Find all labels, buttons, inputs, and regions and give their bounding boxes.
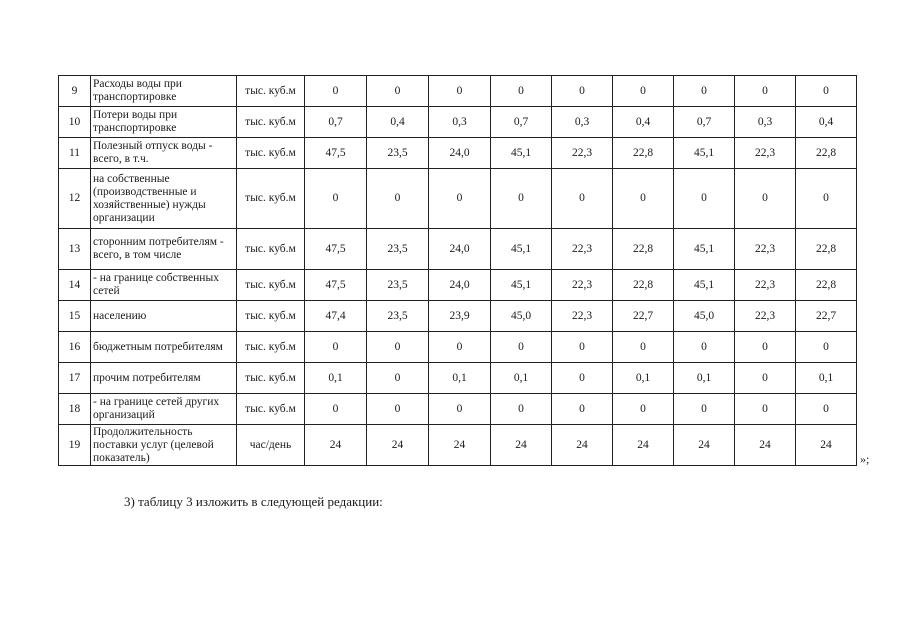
value-cell: 45,1 [491, 270, 552, 301]
value-cell: 0 [552, 363, 613, 394]
value-cell: 0,1 [491, 363, 552, 394]
value-cell: 0,1 [613, 363, 674, 394]
value-cell: 23,5 [367, 138, 429, 169]
value-cell: 0 [305, 332, 367, 363]
value-cell: 45,1 [491, 138, 552, 169]
value-cell: 47,5 [305, 229, 367, 270]
value-cell: 0 [735, 76, 796, 107]
value-cell: 22,7 [613, 301, 674, 332]
value-cell: 22,3 [735, 229, 796, 270]
value-cell: 22,3 [735, 301, 796, 332]
row-number: 11 [59, 138, 91, 169]
value-cell: 0 [796, 169, 857, 229]
row-indicator-name: - на границе сетей других организаций [91, 394, 237, 425]
value-cell: 0 [429, 394, 491, 425]
value-cell: 0,7 [674, 107, 735, 138]
instruction-text: 3) таблицу 3 изложить в следующей редакции: [124, 494, 383, 509]
value-cell: 0,1 [429, 363, 491, 394]
row-unit: тыс. куб.м [237, 394, 305, 425]
value-cell: 47,4 [305, 301, 367, 332]
value-cell: 45,1 [491, 229, 552, 270]
value-cell: 22,8 [613, 138, 674, 169]
value-cell: 45,1 [674, 138, 735, 169]
row-indicator-name: Расходы воды при транспортировке [91, 76, 237, 107]
row-indicator-name: Продолжительность поставки услуг (целевой показатель) [91, 425, 237, 466]
row-number: 18 [59, 394, 91, 425]
value-cell: 22,8 [796, 138, 857, 169]
row-indicator-name: бюджетным потребителям [91, 332, 237, 363]
value-cell: 23,5 [367, 301, 429, 332]
value-cell: 22,7 [796, 301, 857, 332]
row-indicator-name: сторонним потребителям - всего, в том числе [91, 229, 237, 270]
value-cell: 45,1 [674, 229, 735, 270]
value-cell: 0,4 [796, 107, 857, 138]
value-cell: 24 [552, 425, 613, 466]
value-cell: 24 [796, 425, 857, 466]
value-cell: 24 [491, 425, 552, 466]
value-cell: 0,3 [735, 107, 796, 138]
value-cell: 0 [796, 76, 857, 107]
row-unit: тыс. куб.м [237, 363, 305, 394]
row-indicator-name: Потери воды при транспортировке [91, 107, 237, 138]
table-row [59, 363, 857, 394]
row-unit: тыс. куб.м [237, 301, 305, 332]
value-cell: 0 [735, 363, 796, 394]
row-unit: тыс. куб.м [237, 107, 305, 138]
value-cell: 0 [305, 169, 367, 229]
row-number: 10 [59, 107, 91, 138]
value-cell: 0 [735, 332, 796, 363]
table-row [59, 76, 857, 107]
value-cell: 45,0 [674, 301, 735, 332]
value-cell: 22,3 [552, 229, 613, 270]
value-cell: 0 [552, 169, 613, 229]
row-unit: тыс. куб.м [237, 76, 305, 107]
value-cell: 0 [613, 76, 674, 107]
value-cell: 0 [552, 76, 613, 107]
value-cell: 0 [367, 332, 429, 363]
row-unit: тыс. куб.м [237, 138, 305, 169]
row-unit: тыс. куб.м [237, 229, 305, 270]
value-cell: 0 [305, 76, 367, 107]
row-number: 19 [59, 425, 91, 466]
row-unit: тыс. куб.м [237, 270, 305, 301]
value-cell: 0,4 [613, 107, 674, 138]
row-indicator-name: - на границе собственных сетей [91, 270, 237, 301]
value-cell: 24,0 [429, 270, 491, 301]
value-cell: 0 [429, 332, 491, 363]
value-cell: 0 [429, 76, 491, 107]
value-cell: 0 [613, 332, 674, 363]
row-number: 13 [59, 229, 91, 270]
table-row [59, 270, 857, 301]
value-cell: 0,3 [429, 107, 491, 138]
value-cell: 0 [674, 394, 735, 425]
value-cell: 22,3 [735, 138, 796, 169]
row-number: 16 [59, 332, 91, 363]
value-cell: 24 [367, 425, 429, 466]
value-cell: 0,4 [367, 107, 429, 138]
value-cell: 0 [735, 169, 796, 229]
value-cell: 0 [796, 332, 857, 363]
row-indicator-name: Полезный отпуск воды - всего, в т.ч. [91, 138, 237, 169]
value-cell: 0 [613, 394, 674, 425]
value-cell: 24 [613, 425, 674, 466]
value-cell: 0 [367, 76, 429, 107]
value-cell: 22,3 [552, 301, 613, 332]
value-cell: 0 [305, 394, 367, 425]
row-unit: тыс. куб.м [237, 332, 305, 363]
value-cell: 0,7 [305, 107, 367, 138]
value-cell: 24 [735, 425, 796, 466]
value-cell: 47,5 [305, 138, 367, 169]
value-cell: 0,3 [552, 107, 613, 138]
value-cell: 23,5 [367, 229, 429, 270]
value-cell: 0 [552, 332, 613, 363]
value-cell: 0,1 [305, 363, 367, 394]
value-cell: 0 [735, 394, 796, 425]
value-cell: 0 [491, 394, 552, 425]
row-unit: тыс. куб.м [237, 169, 305, 229]
row-indicator-name: прочим потребителям [91, 363, 237, 394]
value-cell: 22,8 [796, 270, 857, 301]
value-cell: 0 [552, 394, 613, 425]
value-cell: 24 [429, 425, 491, 466]
value-cell: 22,3 [735, 270, 796, 301]
value-cell: 0,7 [491, 107, 552, 138]
value-cell: 0 [796, 394, 857, 425]
table-row [59, 138, 857, 169]
value-cell: 24,0 [429, 229, 491, 270]
value-cell: 0 [674, 332, 735, 363]
table-row [59, 394, 857, 425]
row-number: 15 [59, 301, 91, 332]
value-cell: 45,1 [674, 270, 735, 301]
table-row [59, 425, 857, 466]
value-cell: 0 [674, 76, 735, 107]
value-cell: 0 [491, 169, 552, 229]
value-cell: 23,5 [367, 270, 429, 301]
row-indicator-name: населению [91, 301, 237, 332]
value-cell: 0 [674, 169, 735, 229]
value-cell: 0 [491, 76, 552, 107]
row-number: 12 [59, 169, 91, 229]
value-cell: 22,8 [613, 270, 674, 301]
value-cell: 0 [429, 169, 491, 229]
value-cell: 0,1 [796, 363, 857, 394]
table-row [59, 301, 857, 332]
value-cell: 0 [491, 332, 552, 363]
row-number: 14 [59, 270, 91, 301]
value-cell: 0 [367, 363, 429, 394]
value-cell: 0 [367, 394, 429, 425]
value-cell: 22,8 [613, 229, 674, 270]
value-cell: 0,1 [674, 363, 735, 394]
row-indicator-name: на собственные (производственные и хозяйственные) нужды организации [91, 169, 237, 229]
value-cell: 22,8 [796, 229, 857, 270]
value-cell: 47,5 [305, 270, 367, 301]
row-number: 17 [59, 363, 91, 394]
value-cell: 0 [367, 169, 429, 229]
value-cell: 24 [305, 425, 367, 466]
value-cell: 23,9 [429, 301, 491, 332]
table-row [59, 107, 857, 138]
water-balance-table [58, 75, 857, 466]
value-cell: 24,0 [429, 138, 491, 169]
closing-quote-mark: »; [860, 452, 870, 466]
row-unit: час/день [237, 425, 305, 466]
value-cell: 22,3 [552, 138, 613, 169]
table-row [59, 169, 857, 229]
table-row [59, 229, 857, 270]
row-number: 9 [59, 76, 91, 107]
value-cell: 45,0 [491, 301, 552, 332]
value-cell: 24 [674, 425, 735, 466]
table-row [59, 332, 857, 363]
value-cell: 0 [613, 169, 674, 229]
value-cell: 22,3 [552, 270, 613, 301]
